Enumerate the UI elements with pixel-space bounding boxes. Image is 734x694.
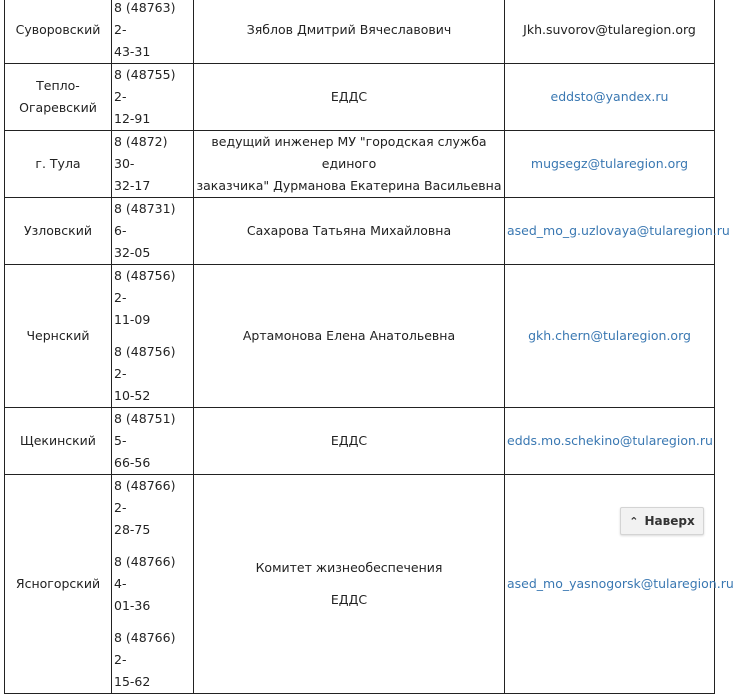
phone-line: 8 (48755) 2- bbox=[114, 67, 176, 104]
phone-line: 8 (48766) 2- bbox=[114, 630, 176, 667]
phone-cell bbox=[112, 131, 194, 198]
phone-cell bbox=[112, 408, 194, 475]
phone-line: 32-17 bbox=[114, 178, 151, 193]
phone-line: 43-31 bbox=[114, 44, 151, 59]
person-cell bbox=[194, 408, 505, 475]
person-line: Зяблов Дмитрий Вячеславович bbox=[246, 22, 452, 37]
phone-line: 28-75 bbox=[114, 522, 151, 537]
phone-cell bbox=[112, 475, 194, 694]
phone-line: 8 (48756) 2- bbox=[114, 344, 176, 381]
phone-cell bbox=[112, 64, 194, 131]
phone-line: 8 (4872) 30- bbox=[114, 134, 168, 171]
table-row bbox=[5, 408, 715, 475]
contacts-table bbox=[4, 0, 734, 694]
phone-line: 8 (48766) 2- bbox=[114, 478, 176, 515]
phone-line: 32-05 bbox=[114, 245, 151, 260]
district-cell: Чернский bbox=[5, 265, 112, 408]
person-line: ведущий инженер МУ "городская служба единого bbox=[211, 134, 487, 171]
email-cell bbox=[505, 198, 730, 265]
person-cell bbox=[194, 0, 505, 64]
district-cell: Узловский bbox=[5, 198, 112, 265]
email-link[interactable]: eddsto@yandex.ru bbox=[550, 89, 669, 104]
email-text: Jkh.suvorov@tularegion.org bbox=[523, 22, 696, 37]
phone-line: 8 (48763) 2- bbox=[114, 0, 176, 37]
table-row bbox=[5, 198, 715, 265]
person-cell bbox=[194, 198, 505, 265]
phone-cell bbox=[112, 0, 194, 64]
person-cell bbox=[194, 131, 505, 198]
table-row bbox=[5, 0, 715, 64]
table-row bbox=[5, 265, 715, 408]
person-line: Артамонова Елена Анатольевна bbox=[242, 328, 456, 343]
phone-line: 15-62 bbox=[114, 674, 151, 689]
phone-line: 8 (48751) 5- bbox=[114, 411, 176, 448]
chevron-up-icon: ⌃ bbox=[629, 514, 639, 528]
email-cell bbox=[505, 131, 715, 198]
phone-line: 01-36 bbox=[114, 598, 151, 613]
email-link[interactable]: ased_mo_yasnogorsk@tularegion.ru bbox=[507, 576, 734, 591]
district-line: Огаревский bbox=[19, 100, 97, 115]
email-link[interactable]: ased_mo_g.uzlovaya@tularegion.ru bbox=[507, 223, 730, 238]
person-line: ЕДДС bbox=[330, 592, 368, 607]
back-to-top-label: Наверх bbox=[644, 514, 695, 528]
email-link[interactable]: gkh.chern@tularegion.org bbox=[528, 328, 691, 343]
person-cell bbox=[194, 64, 505, 131]
district-cell: г. Тула bbox=[5, 131, 112, 198]
email-cell bbox=[505, 64, 715, 131]
email-link[interactable]: edds.mo.schekino@tularegion.ru bbox=[507, 433, 713, 448]
person-line: Сахарова Татьяна Михайловна bbox=[246, 223, 452, 238]
phone-cell bbox=[112, 265, 194, 408]
district-cell: Ясногорский bbox=[5, 475, 112, 694]
phone-line: 8 (48756) 2- bbox=[114, 268, 176, 305]
email-cell bbox=[505, 0, 715, 64]
district-cell bbox=[5, 64, 112, 131]
person-cell bbox=[194, 475, 505, 694]
person-line: Комитет жизнеобеспечения bbox=[255, 560, 443, 575]
back-to-top-button[interactable] bbox=[620, 507, 704, 535]
district-cell: Щекинский bbox=[5, 408, 112, 475]
phone-line: 10-52 bbox=[114, 388, 151, 403]
phone-line: 11-09 bbox=[114, 312, 151, 327]
phone-line: 8 (48731) 6- bbox=[114, 201, 176, 238]
email-cell bbox=[505, 265, 715, 408]
phone-cell bbox=[112, 198, 194, 265]
table-row bbox=[5, 475, 715, 694]
phone-line: 12-91 bbox=[114, 111, 151, 126]
table-row bbox=[5, 131, 715, 198]
person-line: ЕДДС bbox=[330, 433, 368, 448]
email-cell bbox=[505, 408, 715, 475]
email-link[interactable]: mugsegz@tularegion.org bbox=[530, 156, 689, 171]
district-line: Тепло- bbox=[36, 78, 80, 93]
district-cell: Суворовский bbox=[5, 0, 112, 64]
person-line: заказчика" Дурманова Екатерина Васильевна bbox=[196, 178, 502, 193]
table-row bbox=[5, 64, 715, 131]
phone-line: 8 (48766) 4- bbox=[114, 554, 176, 591]
phone-line: 66-56 bbox=[114, 455, 151, 470]
person-line: ЕДДС bbox=[330, 89, 368, 104]
person-cell bbox=[194, 265, 505, 408]
